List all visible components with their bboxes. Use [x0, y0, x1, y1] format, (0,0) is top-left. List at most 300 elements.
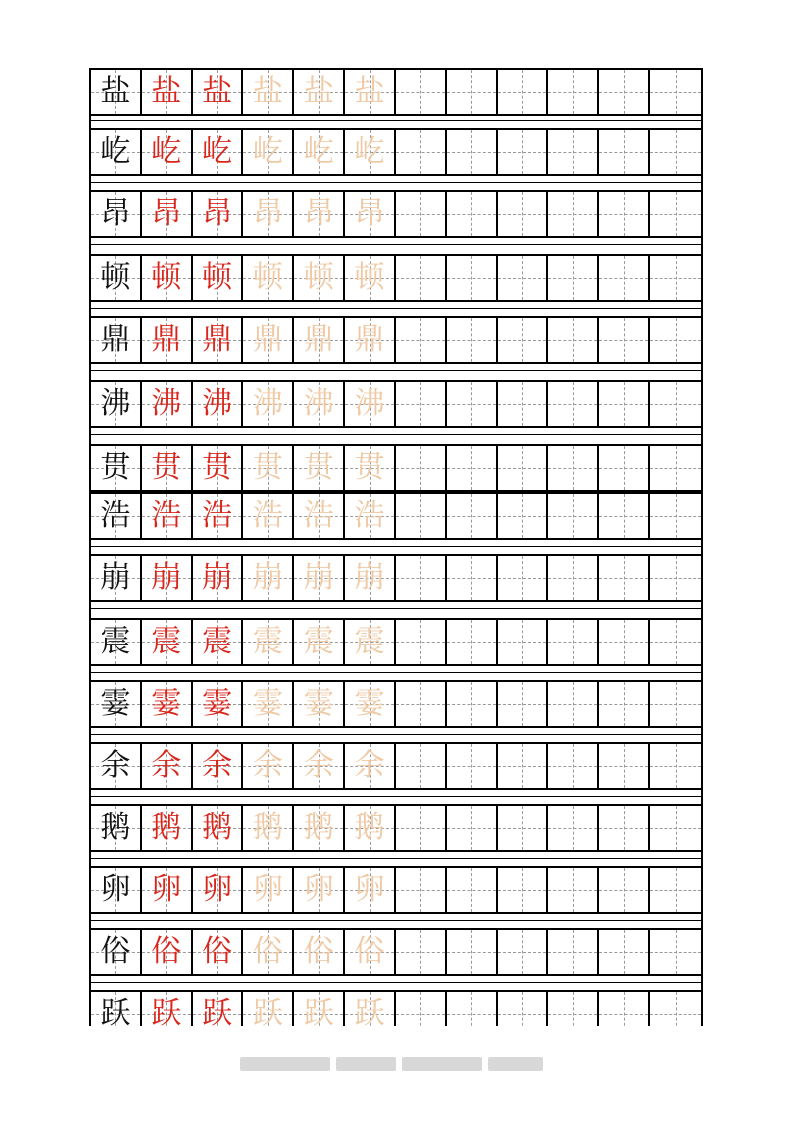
practice-row — [91, 254, 701, 302]
red-copy-cell — [193, 382, 244, 426]
red-copy-cell — [193, 130, 244, 174]
trace-char-cell — [294, 318, 345, 362]
trace-character: 顿 — [252, 260, 283, 295]
red-copy-cell — [142, 868, 193, 912]
trace-character: 震 — [303, 624, 334, 659]
blank-writing-cell[interactable] — [599, 806, 650, 850]
trace-char-cell — [243, 868, 294, 912]
blank-writing-cell[interactable] — [447, 130, 498, 174]
red-copy-cell — [193, 806, 244, 850]
trace-char-cell — [294, 70, 345, 114]
red-copy-cell — [142, 682, 193, 726]
trace-char-cell — [243, 382, 294, 426]
practice-row — [91, 742, 701, 790]
red-copy-character: 霎 — [151, 686, 182, 721]
trace-character: 俗 — [354, 934, 385, 969]
red-copy-cell — [142, 382, 193, 426]
blank-writing-cell[interactable] — [498, 992, 549, 1026]
red-copy-cell — [142, 446, 193, 490]
blank-writing-cell[interactable] — [498, 682, 549, 726]
blank-writing-cell[interactable] — [396, 130, 447, 174]
model-char-cell — [91, 744, 142, 788]
trace-character: 屹 — [354, 134, 385, 169]
blank-writing-cell[interactable] — [599, 256, 650, 300]
trace-char-cell — [294, 806, 345, 850]
red-copy-character: 屹 — [151, 134, 182, 169]
trace-character: 贯 — [303, 450, 334, 485]
blank-writing-cell[interactable] — [447, 382, 498, 426]
blank-writing-cell[interactable] — [548, 318, 599, 362]
row-separator-line — [91, 920, 701, 921]
blank-writing-cell[interactable] — [548, 130, 599, 174]
trace-character: 昂 — [354, 196, 385, 231]
trace-char-cell — [345, 256, 396, 300]
blank-writing-cell[interactable] — [498, 620, 549, 664]
red-copy-character: 顿 — [202, 260, 233, 295]
trace-character: 跃 — [303, 996, 334, 1026]
blank-writing-cell[interactable] — [396, 930, 447, 974]
row-separator-line — [91, 308, 701, 309]
trace-character: 卵 — [354, 872, 385, 907]
trace-character: 盐 — [354, 74, 385, 109]
red-copy-character: 沸 — [151, 386, 182, 421]
red-copy-character: 崩 — [202, 560, 233, 595]
trace-char-cell — [294, 682, 345, 726]
blank-writing-cell[interactable] — [599, 868, 650, 912]
trace-character: 屹 — [303, 134, 334, 169]
red-copy-character: 昂 — [151, 196, 182, 231]
blank-writing-cell[interactable] — [548, 868, 599, 912]
model-char-cell — [91, 70, 142, 114]
trace-char-cell — [294, 930, 345, 974]
trace-char-cell — [243, 620, 294, 664]
blank-writing-cell[interactable] — [498, 868, 549, 912]
model-char-cell — [91, 192, 142, 236]
trace-character: 贯 — [354, 450, 385, 485]
blank-writing-cell[interactable] — [548, 806, 599, 850]
blank-writing-cell[interactable] — [498, 70, 549, 114]
trace-char-cell — [294, 620, 345, 664]
blank-writing-cell[interactable] — [599, 620, 650, 664]
blank-writing-cell[interactable] — [650, 682, 701, 726]
practice-row — [91, 128, 701, 176]
trace-character: 余 — [354, 748, 385, 783]
model-character: 浩 — [100, 498, 131, 533]
red-copy-character: 昂 — [202, 196, 233, 231]
model-character: 霎 — [100, 686, 131, 721]
blank-writing-cell[interactable] — [599, 682, 650, 726]
red-copy-cell — [142, 70, 193, 114]
red-copy-character: 贯 — [151, 450, 182, 485]
row-separator-line — [91, 244, 701, 245]
model-char-cell — [91, 130, 142, 174]
blank-writing-cell[interactable] — [548, 930, 599, 974]
model-character: 贯 — [100, 450, 131, 485]
blank-writing-cell[interactable] — [447, 318, 498, 362]
model-character: 崩 — [100, 560, 131, 595]
model-character: 俗 — [100, 934, 131, 969]
blank-writing-cell[interactable] — [498, 318, 549, 362]
red-copy-character: 鼎 — [202, 322, 233, 357]
red-copy-character: 卵 — [151, 872, 182, 907]
row-separator-line — [91, 120, 701, 121]
trace-character: 俗 — [303, 934, 334, 969]
red-copy-cell — [193, 744, 244, 788]
blank-writing-cell[interactable] — [447, 744, 498, 788]
trace-character: 顿 — [303, 260, 334, 295]
trace-character: 霎 — [303, 686, 334, 721]
trace-character: 跃 — [252, 996, 283, 1026]
trace-character: 浩 — [303, 498, 334, 533]
blank-writing-cell[interactable] — [650, 992, 701, 1026]
red-copy-character: 余 — [151, 748, 182, 783]
trace-char-cell — [243, 992, 294, 1026]
practice-grid — [89, 68, 703, 1026]
red-copy-character: 盐 — [202, 74, 233, 109]
blank-writing-cell[interactable] — [498, 130, 549, 174]
blank-writing-cell[interactable] — [447, 256, 498, 300]
red-copy-cell — [142, 806, 193, 850]
trace-char-cell — [345, 382, 396, 426]
row-separator-line — [91, 434, 701, 435]
blank-writing-cell[interactable] — [447, 868, 498, 912]
trace-char-cell — [294, 130, 345, 174]
model-character: 鹅 — [100, 810, 131, 845]
red-copy-cell — [193, 256, 244, 300]
blank-writing-cell[interactable] — [498, 744, 549, 788]
blank-writing-cell[interactable] — [650, 256, 701, 300]
model-char-cell — [91, 620, 142, 664]
red-copy-cell — [193, 494, 244, 538]
red-copy-cell — [193, 192, 244, 236]
trace-character: 震 — [252, 624, 283, 659]
red-copy-cell — [193, 446, 244, 490]
trace-character: 贯 — [252, 450, 283, 485]
blank-writing-cell[interactable] — [548, 556, 599, 600]
row-separator-line — [91, 608, 701, 609]
red-copy-cell — [193, 620, 244, 664]
blank-writing-cell[interactable] — [548, 682, 599, 726]
row-separator-line — [91, 858, 701, 859]
trace-character: 昂 — [252, 196, 283, 231]
blank-writing-cell[interactable] — [599, 446, 650, 490]
blank-writing-cell[interactable] — [447, 992, 498, 1026]
blank-writing-cell[interactable] — [396, 682, 447, 726]
red-copy-character: 俗 — [202, 934, 233, 969]
blank-writing-cell[interactable] — [396, 992, 447, 1026]
trace-character: 崩 — [303, 560, 334, 595]
blank-writing-cell[interactable] — [447, 192, 498, 236]
red-copy-character: 跃 — [151, 996, 182, 1026]
trace-char-cell — [294, 382, 345, 426]
trace-char-cell — [345, 620, 396, 664]
trace-character: 浩 — [354, 498, 385, 533]
trace-character: 俗 — [252, 934, 283, 969]
blank-writing-cell[interactable] — [599, 382, 650, 426]
blank-writing-cell[interactable] — [498, 192, 549, 236]
practice-row — [91, 554, 701, 602]
blank-writing-cell[interactable] — [396, 318, 447, 362]
blank-writing-cell[interactable] — [396, 868, 447, 912]
red-copy-cell — [142, 992, 193, 1026]
blank-writing-cell[interactable] — [498, 556, 549, 600]
row-separator-line — [91, 370, 701, 371]
row-separator-line — [91, 982, 701, 983]
red-copy-cell — [142, 318, 193, 362]
trace-character: 余 — [303, 748, 334, 783]
trace-char-cell — [243, 318, 294, 362]
blank-writing-cell[interactable] — [650, 744, 701, 788]
model-char-cell — [91, 494, 142, 538]
model-character: 沸 — [100, 386, 131, 421]
blank-writing-cell[interactable] — [447, 682, 498, 726]
blank-writing-cell[interactable] — [650, 382, 701, 426]
red-copy-cell — [142, 620, 193, 664]
trace-char-cell — [294, 494, 345, 538]
blurred-footer-watermark — [240, 1057, 555, 1071]
red-copy-character: 盐 — [151, 74, 182, 109]
red-copy-character: 屹 — [202, 134, 233, 169]
blank-writing-cell[interactable] — [650, 130, 701, 174]
model-character: 昂 — [100, 196, 131, 231]
blank-writing-cell[interactable] — [498, 446, 549, 490]
blank-writing-cell[interactable] — [498, 494, 549, 538]
blank-writing-cell[interactable] — [447, 930, 498, 974]
model-character: 跃 — [100, 996, 131, 1026]
red-copy-character: 顿 — [151, 260, 182, 295]
red-copy-cell — [193, 556, 244, 600]
practice-row — [91, 928, 701, 976]
model-char-cell — [91, 382, 142, 426]
trace-char-cell — [243, 682, 294, 726]
trace-char-cell — [345, 806, 396, 850]
red-copy-cell — [142, 192, 193, 236]
model-char-cell — [91, 256, 142, 300]
blank-writing-cell[interactable] — [650, 930, 701, 974]
model-character: 余 — [100, 748, 131, 783]
row-separator-line — [91, 182, 701, 183]
blank-writing-cell[interactable] — [650, 620, 701, 664]
blank-writing-cell[interactable] — [396, 192, 447, 236]
model-char-cell — [91, 930, 142, 974]
trace-character: 鹅 — [303, 810, 334, 845]
model-char-cell — [91, 446, 142, 490]
blank-writing-cell[interactable] — [599, 70, 650, 114]
trace-char-cell — [345, 682, 396, 726]
blank-writing-cell[interactable] — [548, 744, 599, 788]
blank-writing-cell[interactable] — [548, 70, 599, 114]
trace-char-cell — [294, 868, 345, 912]
blank-writing-cell[interactable] — [650, 556, 701, 600]
red-copy-character: 浩 — [202, 498, 233, 533]
trace-character: 沸 — [252, 386, 283, 421]
trace-char-cell — [345, 868, 396, 912]
blank-writing-cell[interactable] — [447, 806, 498, 850]
trace-char-cell — [345, 556, 396, 600]
trace-char-cell — [294, 992, 345, 1026]
trace-character: 震 — [354, 624, 385, 659]
blank-writing-cell[interactable] — [599, 318, 650, 362]
practice-row — [91, 618, 701, 666]
red-copy-cell — [142, 130, 193, 174]
practice-row — [91, 680, 701, 728]
red-copy-character: 卵 — [202, 872, 233, 907]
model-character: 鼎 — [100, 322, 131, 357]
blank-writing-cell[interactable] — [599, 992, 650, 1026]
blank-writing-cell[interactable] — [396, 256, 447, 300]
blank-writing-cell[interactable] — [650, 868, 701, 912]
blank-writing-cell[interactable] — [650, 446, 701, 490]
model-character: 震 — [100, 624, 131, 659]
trace-char-cell — [243, 494, 294, 538]
trace-char-cell — [243, 130, 294, 174]
trace-character: 鼎 — [252, 322, 283, 357]
trace-character: 盐 — [252, 74, 283, 109]
blank-writing-cell[interactable] — [650, 192, 701, 236]
blank-writing-cell[interactable] — [396, 556, 447, 600]
trace-character: 沸 — [303, 386, 334, 421]
trace-char-cell — [345, 192, 396, 236]
red-copy-character: 鹅 — [202, 810, 233, 845]
blank-writing-cell[interactable] — [396, 382, 447, 426]
practice-row — [91, 380, 701, 428]
trace-character: 余 — [252, 748, 283, 783]
blank-writing-cell[interactable] — [650, 318, 701, 362]
red-copy-cell — [193, 318, 244, 362]
blank-writing-cell[interactable] — [650, 494, 701, 538]
red-copy-cell — [193, 70, 244, 114]
trace-character: 昂 — [303, 196, 334, 231]
blank-writing-cell[interactable] — [599, 930, 650, 974]
blank-writing-cell[interactable] — [548, 446, 599, 490]
row-separator-line — [91, 672, 701, 673]
red-copy-cell — [142, 744, 193, 788]
blank-writing-cell[interactable] — [498, 382, 549, 426]
practice-row — [91, 492, 701, 540]
red-copy-cell — [193, 930, 244, 974]
trace-char-cell — [345, 992, 396, 1026]
practice-row — [91, 68, 701, 116]
red-copy-cell — [142, 556, 193, 600]
model-char-cell — [91, 556, 142, 600]
trace-char-cell — [243, 744, 294, 788]
trace-char-cell — [294, 192, 345, 236]
model-character: 屹 — [100, 134, 131, 169]
blank-writing-cell[interactable] — [599, 130, 650, 174]
trace-char-cell — [243, 806, 294, 850]
blank-writing-cell[interactable] — [548, 256, 599, 300]
blank-writing-cell[interactable] — [447, 70, 498, 114]
blank-writing-cell[interactable] — [396, 494, 447, 538]
row-separator-line — [91, 796, 701, 797]
blank-writing-cell[interactable] — [599, 744, 650, 788]
blank-writing-cell[interactable] — [548, 620, 599, 664]
blank-writing-cell[interactable] — [396, 446, 447, 490]
model-character: 卵 — [100, 872, 131, 907]
red-copy-character: 霎 — [202, 686, 233, 721]
trace-char-cell — [243, 930, 294, 974]
model-char-cell — [91, 868, 142, 912]
trace-character: 浩 — [252, 498, 283, 533]
model-char-cell — [91, 806, 142, 850]
blank-writing-cell[interactable] — [548, 494, 599, 538]
blank-writing-cell[interactable] — [498, 930, 549, 974]
model-character: 顿 — [100, 260, 131, 295]
red-copy-character: 沸 — [202, 386, 233, 421]
trace-character: 跃 — [354, 996, 385, 1026]
blank-writing-cell[interactable] — [498, 256, 549, 300]
blank-writing-cell[interactable] — [447, 446, 498, 490]
blank-writing-cell[interactable] — [396, 744, 447, 788]
blank-writing-cell[interactable] — [599, 556, 650, 600]
blank-writing-cell[interactable] — [599, 494, 650, 538]
blank-writing-cell[interactable] — [396, 806, 447, 850]
model-char-cell — [91, 318, 142, 362]
blank-writing-cell[interactable] — [447, 494, 498, 538]
trace-char-cell — [345, 318, 396, 362]
trace-character: 鼎 — [354, 322, 385, 357]
blank-writing-cell[interactable] — [548, 192, 599, 236]
blank-writing-cell[interactable] — [548, 992, 599, 1026]
trace-char-cell — [345, 744, 396, 788]
practice-row — [91, 804, 701, 852]
trace-char-cell — [243, 70, 294, 114]
trace-char-cell — [294, 556, 345, 600]
model-char-cell — [91, 992, 142, 1026]
trace-char-cell — [294, 256, 345, 300]
trace-character: 鼎 — [303, 322, 334, 357]
practice-row — [91, 444, 701, 492]
red-copy-character: 鼎 — [151, 322, 182, 357]
trace-char-cell — [345, 446, 396, 490]
red-copy-cell — [193, 868, 244, 912]
trace-character: 卵 — [252, 872, 283, 907]
red-copy-character: 贯 — [202, 450, 233, 485]
row-separator-line — [91, 734, 701, 735]
trace-char-cell — [243, 446, 294, 490]
trace-character: 顿 — [354, 260, 385, 295]
red-copy-character: 俗 — [151, 934, 182, 969]
blank-writing-cell[interactable] — [396, 620, 447, 664]
trace-char-cell — [345, 494, 396, 538]
trace-char-cell — [345, 70, 396, 114]
practice-row — [91, 316, 701, 364]
red-copy-character: 震 — [202, 624, 233, 659]
trace-char-cell — [294, 446, 345, 490]
red-copy-character: 浩 — [151, 498, 182, 533]
blank-writing-cell[interactable] — [447, 620, 498, 664]
trace-char-cell — [243, 192, 294, 236]
trace-character: 鹅 — [252, 810, 283, 845]
red-copy-character: 跃 — [202, 996, 233, 1026]
red-copy-character: 崩 — [151, 560, 182, 595]
blank-writing-cell[interactable] — [650, 806, 701, 850]
blank-writing-cell[interactable] — [650, 70, 701, 114]
red-copy-cell — [142, 256, 193, 300]
trace-character: 沸 — [354, 386, 385, 421]
blank-writing-cell[interactable] — [548, 382, 599, 426]
blank-writing-cell[interactable] — [498, 806, 549, 850]
red-copy-cell — [142, 930, 193, 974]
blank-writing-cell[interactable] — [396, 70, 447, 114]
model-char-cell — [91, 682, 142, 726]
trace-character: 盐 — [303, 74, 334, 109]
blank-writing-cell[interactable] — [599, 192, 650, 236]
trace-character: 霎 — [354, 686, 385, 721]
blank-writing-cell[interactable] — [447, 556, 498, 600]
practice-row — [91, 190, 701, 238]
red-copy-character: 余 — [202, 748, 233, 783]
